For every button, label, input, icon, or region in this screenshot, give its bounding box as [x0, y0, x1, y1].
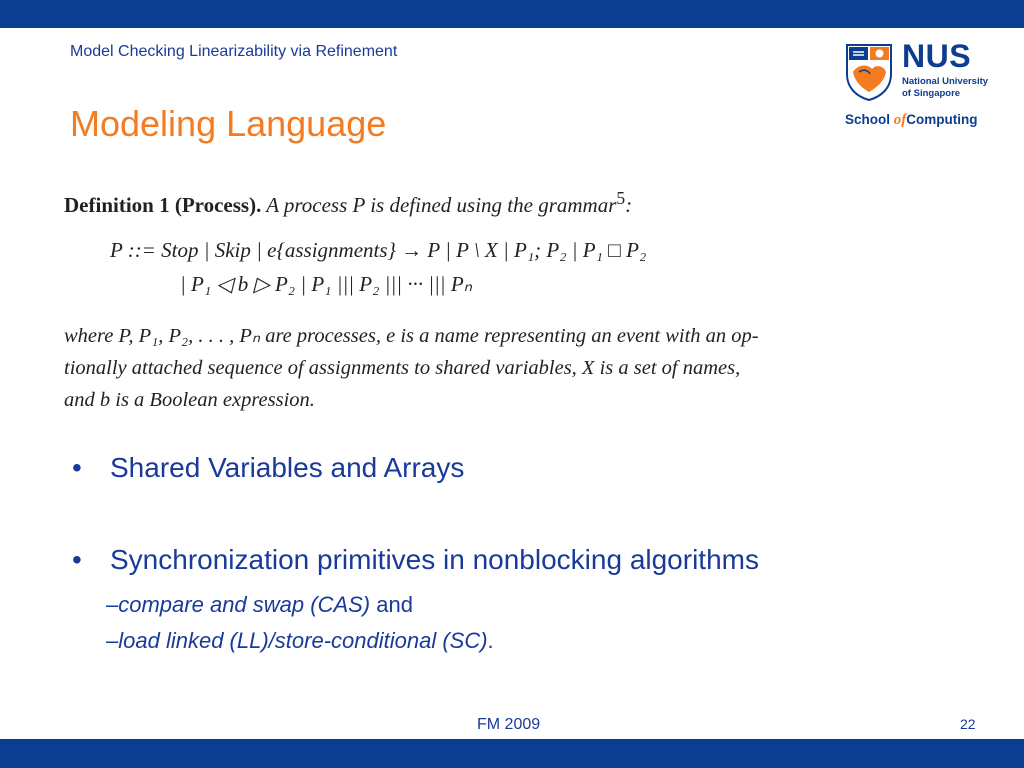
process-definition [64, 188, 984, 411]
slide-title: Modeling Language [70, 103, 387, 144]
footer-text: FM 2009 [477, 716, 541, 733]
nus-logo [840, 40, 990, 135]
grammar-line-1: P ::= Stop | Skip | e{assignments} → P | P \ X | P₁; P₂ | P₁ □ P₂ [110, 238, 647, 262]
school-of-computing [845, 112, 978, 129]
definition-intro: A process P is defined using the grammar [261, 193, 617, 217]
university-name-line1: National University [902, 76, 989, 87]
bullet-text: Synchronization primitives in nonblocking algorithms [110, 544, 759, 575]
definition-footnote: 5 [616, 188, 626, 208]
definition-heading [64, 188, 984, 218]
bullet-marker: • [72, 452, 82, 483]
explanation-line-1: where P, P₁, P₂, . . . , Pₙ are processes, e is a name representing an event with an op- [64, 325, 759, 347]
sub-bullet-item [106, 592, 413, 618]
sub-bullet-dash: – [106, 592, 119, 617]
grammar-line-2: | P₁ ◁ b ▷ P₂ | P₁ ||| P₂ ||| ··· ||| Pₙ [180, 272, 473, 296]
bullet-item [72, 544, 759, 576]
sub-bullet-rest: and [370, 592, 413, 617]
bullet-text: Shared Variables and Arrays [110, 452, 465, 483]
school-of-text: of [893, 112, 907, 128]
page-number: 22 [960, 716, 976, 732]
presentation-title: Model Checking Linearizability via Refinement [70, 43, 398, 60]
sub-bullet-item [106, 628, 494, 654]
university-name-line2: of Singapore [902, 88, 961, 99]
definition-explanation [64, 320, 984, 416]
top-bar [0, 0, 1024, 28]
explanation-line-3: and b is a Boolean expression. [64, 389, 315, 411]
sub-bullet-rest: . [487, 628, 494, 653]
bullet-item [72, 452, 464, 484]
sub-bullet-term: compare and swap (CAS) [118, 592, 371, 617]
nus-crest-icon [844, 42, 894, 102]
bottom-bar [0, 739, 1024, 768]
school-text: School [845, 112, 894, 127]
nus-wordmark: NUS [902, 38, 972, 74]
sub-bullet-term: load linked (LL)/store-conditional (SC) [118, 628, 488, 653]
explanation-line-2: tionally attached sequence of assignments to shared variables, X is a set of names, [64, 357, 741, 379]
computing-text: Computing [906, 112, 978, 127]
definition-colon: : [625, 193, 633, 217]
definition-label: Definition 1 (Process). [64, 193, 262, 217]
sub-bullet-dash: – [106, 628, 119, 653]
bullet-marker: • [72, 544, 82, 575]
